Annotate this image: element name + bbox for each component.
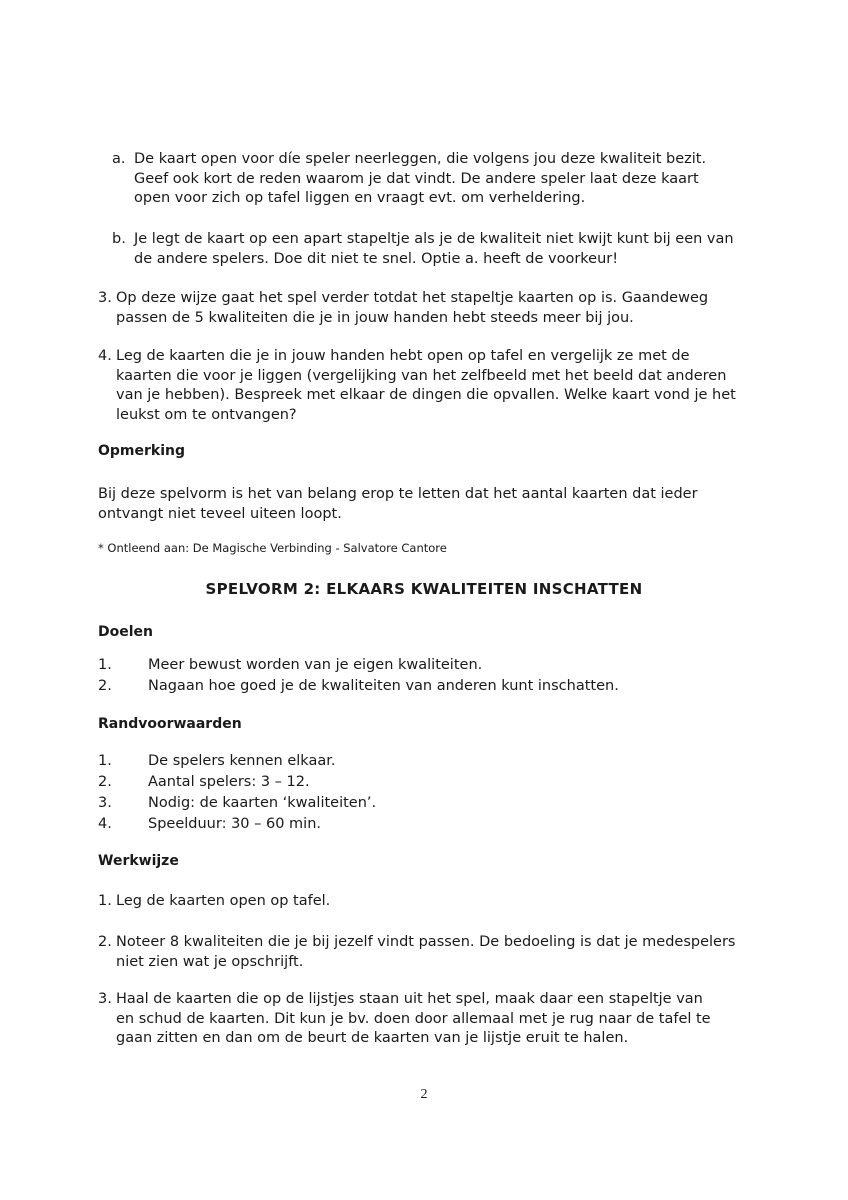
randvoorwaarden-item-number: 2.	[98, 774, 112, 790]
spelvorm-title: SPELVORM 2: ELKAARS KWALITEITEN INSCHATTEN	[205, 580, 643, 598]
step-b-text: Je legt de kaart op een apart stapeltje als je de kwaliteit niet kwijt kunt bij een van de andere spelers. Doe dit niet te snel. Optie a. heeft de voorkeur!	[134, 231, 734, 267]
werkwijze-step-label: 1.	[98, 893, 112, 909]
step-4-text: Leg de kaarten die je in jouw handen hebt open op tafel en vergelijk ze met de kaarten die voor je liggen (vergelijking van het zelfbeeld met het beeld dat anderen van je hebben). Bespreek met elkaar de dingen die opvallen. Welke kaart vond je het leukst om te ontvangen?	[116, 348, 736, 423]
doelen-item-number: 2.	[98, 678, 112, 694]
randvoorwaarden-item-text: De spelers kennen elkaar.	[148, 753, 336, 769]
randvoorwaarden-heading: Randvoorwaarden	[98, 716, 242, 732]
step-3-label: 3.	[98, 290, 112, 306]
werkwijze-step-label: 2.	[98, 934, 112, 950]
randvoorwaarden-item-text: Speelduur: 30 – 60 min.	[148, 816, 321, 832]
step-a-text: De kaart open voor díe speler neerleggen, die volgens jou deze kwaliteit bezit. Geef ook kort de reden waarom je dat vindt. De andere speler laat deze kaart open voor zich op tafel liggen en vraagt evt. om verheldering.	[134, 151, 707, 206]
doelen-heading: Doelen	[98, 624, 153, 640]
step-3-text: Op deze wijze gaat het spel verder totdat het stapeltje kaarten op is. Gaandeweg passen de 5 kwaliteiten die je in jouw handen hebt steeds meer bij jou.	[116, 290, 709, 326]
werkwijze-heading: Werkwijze	[98, 853, 179, 869]
randvoorwaarden-item-text: Aantal spelers: 3 – 12.	[148, 774, 310, 790]
werkwijze-step-text: Noteer 8 kwaliteiten die je bij jezelf vindt passen. De bedoeling is dat je medespelers niet zien wat je opschrijft.	[116, 934, 736, 970]
footnote: * Ontleend aan: De Magische Verbinding - Salvatore Cantore	[98, 541, 447, 555]
werkwijze-step-text: Leg de kaarten open op tafel.	[116, 893, 331, 909]
page-number: 2	[420, 1087, 428, 1102]
werkwijze-step-label: 3.	[98, 991, 112, 1007]
step-b-label: b.	[112, 231, 126, 247]
doelen-item-text: Meer bewust worden van je eigen kwaliteiten.	[148, 657, 483, 673]
opmerking-heading: Opmerking	[98, 443, 186, 459]
werkwijze-step-text: Haal de kaarten die op de lijstjes staan uit het spel, maak daar een stapeltje van en schud de kaarten. Dit kun je bv. doen door allemaal met je rug naar de tafel te gaan zitten en dan om de beurt de kaarten van je lijstje eruit te halen.	[116, 991, 711, 1046]
randvoorwaarden-item-number: 1.	[98, 753, 112, 769]
randvoorwaarden-item-number: 4.	[98, 816, 112, 832]
opmerking-text: Bij deze spelvorm is het van belang erop te letten dat het aantal kaarten dat ieder ontvangt niet teveel uiteen loopt.	[98, 486, 698, 522]
randvoorwaarden-item-number: 3.	[98, 795, 112, 811]
step-4-label: 4.	[98, 348, 112, 364]
doelen-item-number: 1.	[98, 657, 112, 673]
step-a-label: a.	[112, 151, 126, 167]
doelen-item-text: Nagaan hoe goed je de kwaliteiten van anderen kunt inschatten.	[148, 678, 619, 694]
randvoorwaarden-item-text: Nodig: de kaarten ‘kwaliteiten’.	[148, 795, 377, 811]
